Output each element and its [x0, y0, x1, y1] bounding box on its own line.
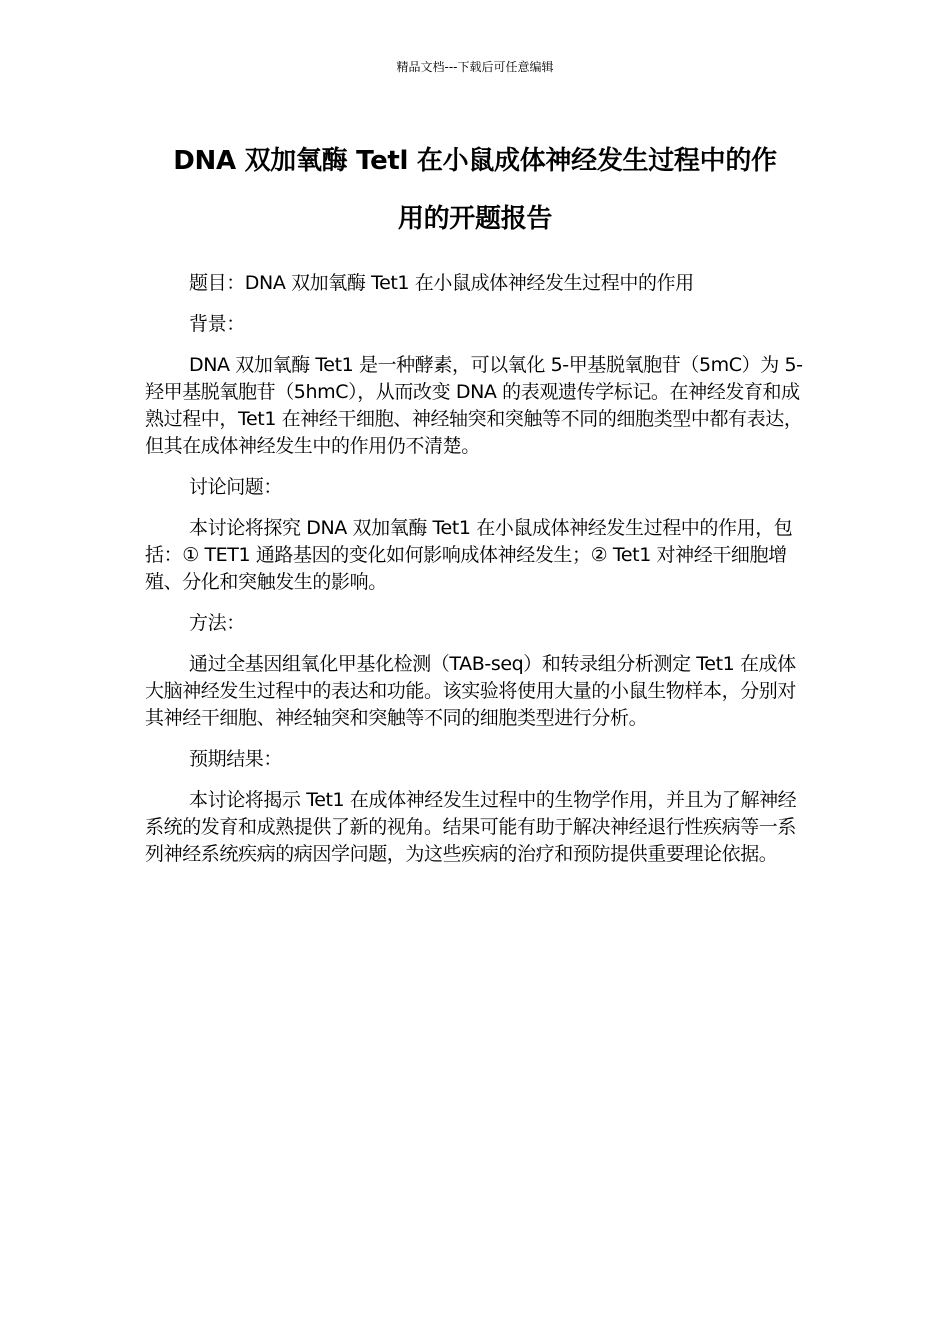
title-line-2: 用的开题报告: [397, 204, 553, 234]
discussion-paragraph: 本讨论将探究 DNA 双加氧酶 Tet1 在小鼠成体神经发生过程中的作用，包括：① TET1 通路基因的变化如何影响成体神经发生；② Tet1 对神经干细胞增殖、分化和突触发生的影响。: [145, 517, 793, 593]
method-paragraph: 通过全基因组氧化甲基化检测（TAB-seq）和转录组分析测定 Tet1 在成体大脑神经发生过程中的表达和功能。该实验将使用大量的小鼠生物样本，分别对其神经干细胞、神经轴突和突触等不同的细胞类型进行分析。: [145, 653, 797, 729]
document-body: [145, 270, 810, 882]
expected-paragraph: 本讨论将揭示 Tet1 在成体神经发生过程中的生物学作用，并且为了解神经系统的发育和成熟提供了新的视角。结果可能有助于解决神经退行性疾病等一系列神经系统疾病的病因学问题，为这些疾病的治疗和预防提供重要理论依据。: [145, 789, 797, 865]
header-note: 精品文档---下载后可任意编辑: [396, 60, 554, 74]
title-line-1: DNA 双加氧酶 Tetl 在小鼠成体神经发生过程中的作: [173, 146, 777, 176]
document-title: [140, 132, 810, 248]
expected-heading: 预期结果：: [189, 748, 283, 770]
background-paragraph: DNA 双加氧酶 Tet1 是一种酵素，可以氧化 5-甲基脱氧胞苷（5mC）为 5-羟甲基脱氧胞苷（5hmC），从而改变 DNA 的表观遗传学标记。在神经发育和成熟过程中，Tet1 在神经干细胞、神经轴突和突触等不同的细胞类型中都有表达，但其在成体神经发生中的作用仍不清楚。: [145, 354, 803, 457]
topic-line: 题目：DNA 双加氧酶 Tet1 在小鼠成体神经发生过程中的作用: [189, 272, 694, 294]
discussion-heading: 讨论问题：: [189, 476, 283, 498]
background-heading: 背景：: [189, 313, 245, 335]
method-heading: 方法：: [189, 612, 245, 634]
